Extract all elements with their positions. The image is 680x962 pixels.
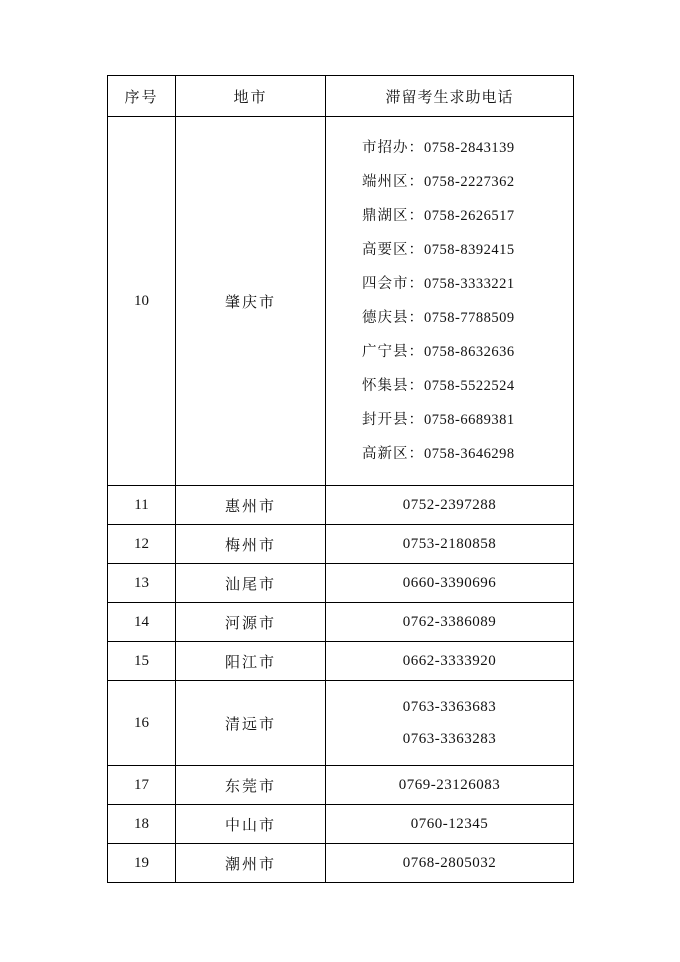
cell-seq: 14 bbox=[108, 603, 176, 642]
table-row bbox=[108, 603, 574, 642]
phone-number: 0763-3363683 bbox=[402, 699, 497, 715]
cell-seq: 17 bbox=[108, 766, 176, 805]
phone-list bbox=[326, 117, 573, 485]
table-row bbox=[108, 525, 574, 564]
list-item bbox=[326, 131, 573, 165]
phone-number: 0758-8392415 bbox=[424, 242, 515, 258]
cell-phone: 0769-23126083 bbox=[326, 766, 574, 805]
cell-seq: 18 bbox=[108, 805, 176, 844]
cell-seq: 10 bbox=[108, 117, 176, 486]
phone-number: 0758-6689381 bbox=[424, 412, 515, 428]
phone-table-container bbox=[107, 75, 573, 883]
table-row bbox=[108, 681, 574, 766]
cell-city: 清远市 bbox=[176, 681, 326, 766]
phone-number: 0758-8632636 bbox=[424, 344, 515, 360]
cell-phone: 0768-2805032 bbox=[326, 844, 574, 883]
cell-city: 梅州市 bbox=[176, 525, 326, 564]
phone-label: 市招办： bbox=[362, 140, 424, 156]
cell-city: 肇庆市 bbox=[176, 117, 326, 486]
phone-label: 封开县： bbox=[362, 412, 424, 428]
list-item bbox=[326, 233, 573, 267]
list-item bbox=[326, 335, 573, 369]
table-body bbox=[108, 117, 574, 883]
phone-number: 0763-3363283 bbox=[402, 731, 497, 747]
table-header bbox=[108, 76, 574, 117]
cell-phone: 0660-3390696 bbox=[326, 564, 574, 603]
cell-phone: 0662-3333920 bbox=[326, 642, 574, 681]
phone-number: 0758-3646298 bbox=[424, 446, 515, 462]
phone-label: 鼎湖区： bbox=[362, 208, 424, 224]
table-row bbox=[108, 805, 574, 844]
table-row bbox=[108, 642, 574, 681]
cell-phone-multi bbox=[326, 681, 574, 766]
cell-phone: 0760-12345 bbox=[326, 805, 574, 844]
cell-city: 惠州市 bbox=[176, 486, 326, 525]
cell-city: 河源市 bbox=[176, 603, 326, 642]
phone-label: 四会市： bbox=[362, 276, 424, 292]
cell-seq: 11 bbox=[108, 486, 176, 525]
phone-label: 高新区： bbox=[362, 446, 424, 462]
column-header-phone: 滞留考生求助电话 bbox=[326, 76, 574, 117]
phone-number: 0758-2626517 bbox=[424, 208, 515, 224]
cell-city: 中山市 bbox=[176, 805, 326, 844]
table-row bbox=[108, 766, 574, 805]
list-item bbox=[326, 267, 573, 301]
cell-city: 阳江市 bbox=[176, 642, 326, 681]
list-item bbox=[326, 403, 573, 437]
cell-seq: 15 bbox=[108, 642, 176, 681]
phone-label: 德庆县： bbox=[362, 310, 424, 326]
phone-label: 广宁县： bbox=[362, 344, 424, 360]
column-header-seq: 序号 bbox=[108, 76, 176, 117]
table-header-row bbox=[108, 76, 574, 117]
table-row bbox=[108, 486, 574, 525]
phone-label: 端州区： bbox=[362, 174, 424, 190]
cell-seq: 12 bbox=[108, 525, 176, 564]
phone-number: 0758-2843139 bbox=[424, 140, 515, 156]
phone-number: 0758-3333221 bbox=[424, 276, 515, 292]
cell-seq: 13 bbox=[108, 564, 176, 603]
phone-label: 怀集县： bbox=[362, 378, 424, 394]
list-item bbox=[326, 369, 573, 403]
stranded-candidates-hotline-table bbox=[107, 75, 574, 883]
phone-number: 0758-7788509 bbox=[424, 310, 515, 326]
cell-phone-list bbox=[326, 117, 574, 486]
cell-city: 潮州市 bbox=[176, 844, 326, 883]
table-row bbox=[108, 844, 574, 883]
list-item bbox=[326, 199, 573, 233]
cell-phone: 0752-2397288 bbox=[326, 486, 574, 525]
table-row bbox=[108, 564, 574, 603]
phone-number: 0758-2227362 bbox=[424, 174, 515, 190]
list-item bbox=[326, 437, 573, 471]
cell-seq: 16 bbox=[108, 681, 176, 766]
phone-label: 高要区： bbox=[362, 242, 424, 258]
cell-seq: 19 bbox=[108, 844, 176, 883]
column-header-city: 地市 bbox=[176, 76, 326, 117]
cell-phone: 0753-2180858 bbox=[326, 525, 574, 564]
phone-number: 0758-5522524 bbox=[424, 378, 515, 394]
table-row bbox=[108, 117, 574, 486]
cell-phone: 0762-3386089 bbox=[326, 603, 574, 642]
cell-city: 东莞市 bbox=[176, 766, 326, 805]
list-item bbox=[326, 165, 573, 199]
phone-lines bbox=[326, 681, 573, 765]
list-item bbox=[326, 301, 573, 335]
cell-city: 汕尾市 bbox=[176, 564, 326, 603]
